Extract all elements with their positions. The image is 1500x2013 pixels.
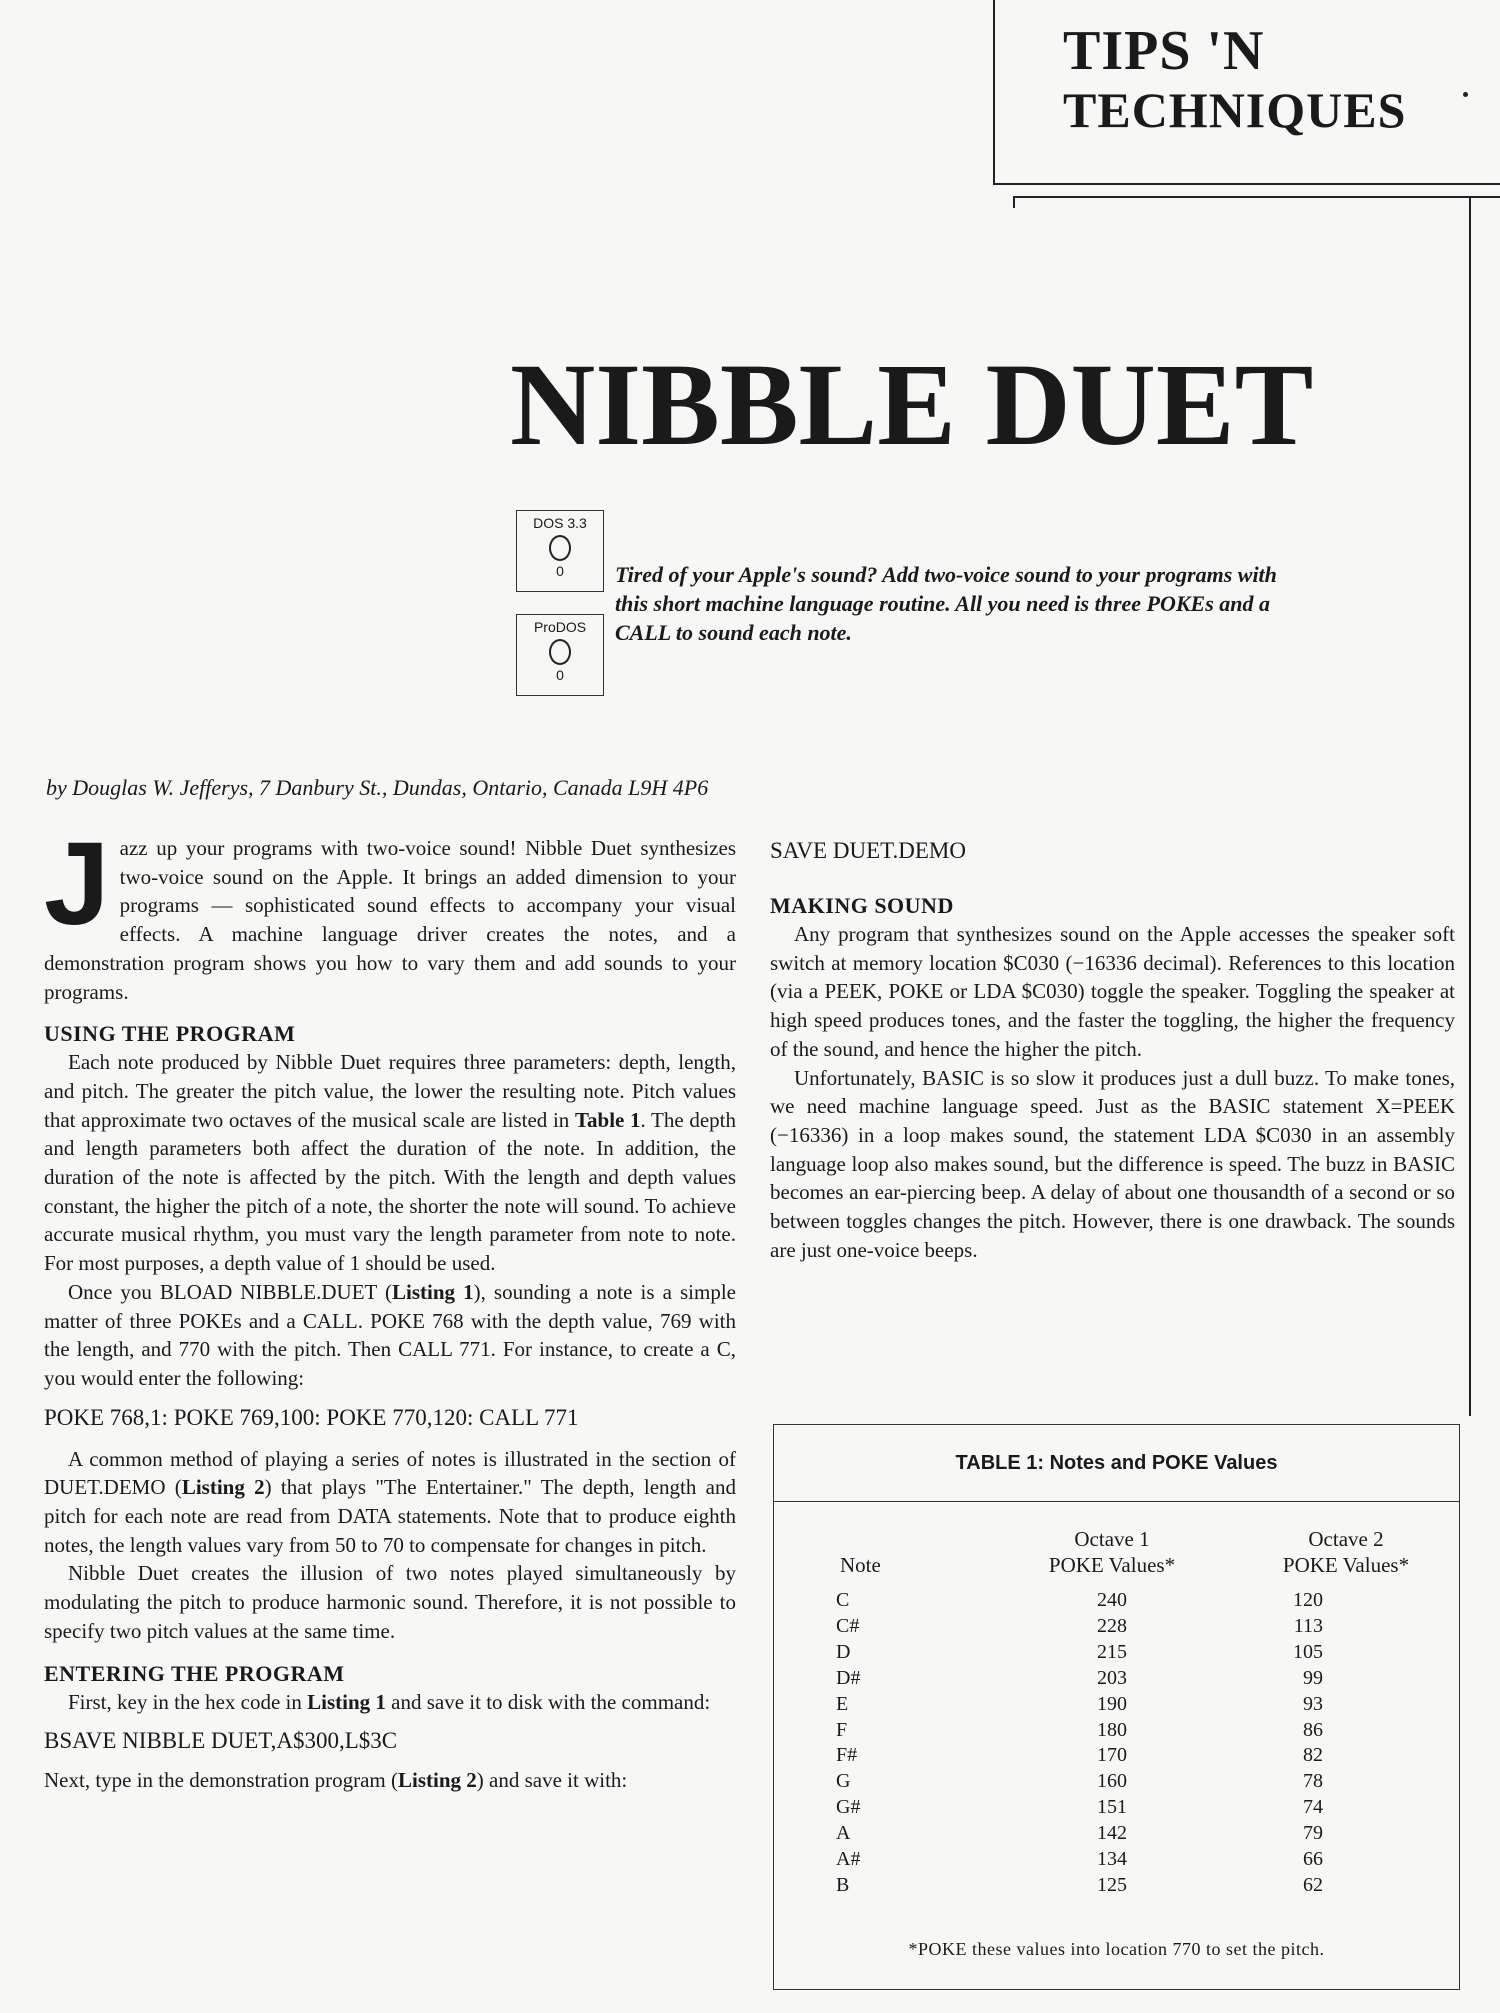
notes-table-box xyxy=(773,1424,1460,1990)
header-octave2-line2: POKE Values* xyxy=(1282,1553,1410,1577)
octave1-cell: 160 xyxy=(1097,1770,1127,1793)
section-title-line1: TIPS 'N xyxy=(1063,20,1265,82)
p3-text-a: A common method of playing a series of notes is illustrated in the section of DUET.DEMO ( xyxy=(44,1446,736,1500)
header-octave1 xyxy=(991,1525,1233,1588)
p5-text-b: and save it to disk with the command: xyxy=(385,1689,711,1714)
octave2-cell: 113 xyxy=(1293,1614,1323,1637)
octave2-cell: 82 xyxy=(1303,1744,1323,1767)
table-row xyxy=(774,1614,1459,1640)
table-title: TABLE 1: Notes and POKE Values xyxy=(774,1425,1459,1502)
octave2-cell: 66 xyxy=(1303,1848,1323,1871)
octave1-cell: 215 xyxy=(1097,1640,1127,1663)
table-row xyxy=(774,1847,1459,1873)
paragraph-basic-slow: Unfortunately, BASIC is so slow it produces just a dull buzz. To make tones, we need machine language speed. Just as the BASIC statement X=PEEK (−16336) in a loop makes sound, the statement LDA $C030 in an assembly language loop also makes sound, but the difference is speed. The buzz in BASIC becomes an ear-piercing beep. A delay of about one thousandth of a second or so between toggles changes the pitch. However, there is one drawback. The sounds are just one-voice beeps. xyxy=(770,1065,1455,1262)
table-row xyxy=(774,1821,1459,1847)
p2-text-a: Once you BLOAD NIBBLE.DUET ( xyxy=(68,1279,393,1304)
dos-badge xyxy=(516,510,604,592)
p6-text-b: ) and save it with: xyxy=(476,1768,628,1793)
prodos-badge-number: 0 xyxy=(556,667,564,683)
paragraph-speaker: Any program that synthesizes sound on the Apple accesses the speaker soft switch at memory location $C030 (−16336 decimal). References to this location (via a PEEK, POKE or LDA $C030) toggle the speaker. Toggling the speaker at high speed produces tones, and the faster the toggling, the higher the frequency of the sound, and hence the higher the pitch. xyxy=(770,922,1455,1061)
octave2-cell: 79 xyxy=(1303,1822,1323,1845)
table-footnote: *POKE these values into location 770 to set the pitch. xyxy=(908,1939,1325,1959)
listing2-ref-2: Listing 2 xyxy=(398,1768,477,1793)
prodos-circle-icon xyxy=(549,639,571,665)
note-cell: G# xyxy=(836,1796,861,1819)
header-octave2-line1: Octave 2 xyxy=(1308,1527,1384,1551)
octave2-cell: 99 xyxy=(1303,1666,1323,1689)
table-row xyxy=(774,1743,1459,1769)
header-octave1-line1: Octave 1 xyxy=(1074,1527,1150,1551)
octave1-cell: 240 xyxy=(1097,1589,1127,1611)
paragraph-parameters xyxy=(44,1048,736,1278)
note-cell: A xyxy=(836,1822,851,1845)
octave2-cell: 62 xyxy=(1303,1873,1323,1896)
note-cell: F# xyxy=(836,1744,858,1767)
command-save: SAVE DUET.DEMO xyxy=(770,838,966,863)
p2-text-b: ), sounding a note is a simple matter of three POKEs and a CALL. POKE 768 with the depth value, 769 with the length, and 770 with the pitch. Then CALL 771. For instance, to create a C, you would enter the following: xyxy=(44,1279,736,1390)
paragraph-bload xyxy=(44,1278,736,1393)
table-row xyxy=(774,1692,1459,1718)
note-cell: E xyxy=(836,1692,849,1715)
note-cell: D# xyxy=(836,1666,861,1689)
dos-badge-label: DOS 3.3 xyxy=(533,515,587,531)
p6-text-a: Next, type in the demonstration program ( xyxy=(44,1768,398,1793)
table-ref: Table 1 xyxy=(574,1107,641,1132)
command-bsave: BSAVE NIBBLE DUET,A$300,L$3C xyxy=(44,1728,398,1754)
listing2-ref: Listing 2 xyxy=(181,1475,265,1500)
decorative-dot xyxy=(1463,92,1468,97)
right-column xyxy=(770,836,1455,1264)
table-body xyxy=(774,1588,1459,1899)
header-rule xyxy=(1013,196,1500,208)
table-row xyxy=(774,1588,1459,1614)
prodos-badge-label: ProDOS xyxy=(533,619,587,635)
listing1-ref-2: Listing 1 xyxy=(307,1689,386,1714)
paragraph-hex xyxy=(44,1688,736,1717)
note-cell: C xyxy=(836,1589,850,1611)
octave1-cell: 228 xyxy=(1097,1614,1127,1637)
dos-circle-icon xyxy=(549,535,571,561)
table-row xyxy=(774,1873,1459,1899)
intro-text: azz up your programs with two-voice sound! Nibble Duet synthesizes two-voice sound on the Apple. It brings an added dimension to your programs — sophisticated sound effects to accompany your visual effects. A machine language driver creates the notes, and a demonstration program shows you how to vary them and add sounds to your programs. xyxy=(44,836,736,1004)
note-cell: F xyxy=(836,1718,848,1741)
header-octave2 xyxy=(1233,1525,1459,1588)
octave1-cell: 142 xyxy=(1097,1822,1127,1845)
note-cell: C# xyxy=(836,1614,860,1637)
note-cell: A# xyxy=(836,1848,861,1871)
octave1-cell: 151 xyxy=(1097,1796,1127,1819)
left-column xyxy=(44,818,736,1795)
octave1-cell: 125 xyxy=(1097,1873,1127,1896)
article-title: NIBBLE DUET xyxy=(510,339,1314,470)
heading-using-program: USING THE PROGRAM xyxy=(44,1021,296,1047)
header-note: Note xyxy=(840,1553,881,1577)
command-poke: POKE 768,1: POKE 769,100: POKE 770,120: CALL 771 xyxy=(44,1404,579,1430)
intro-paragraph xyxy=(44,818,736,1006)
octave2-cell: 93 xyxy=(1303,1692,1323,1715)
octave2-cell: 120 xyxy=(1293,1589,1323,1611)
table-row xyxy=(774,1666,1459,1692)
table-row xyxy=(774,1718,1459,1744)
section-title xyxy=(1063,22,1406,139)
right-margin-rule xyxy=(1469,196,1471,1416)
heading-making-sound: MAKING SOUND xyxy=(770,893,954,918)
octave2-cell: 74 xyxy=(1303,1796,1323,1819)
octave1-cell: 190 xyxy=(1097,1692,1127,1715)
listing1-ref: Listing 1 xyxy=(392,1279,474,1304)
paragraph-demo xyxy=(44,1766,736,1795)
p3-text-b: ) that plays "The Entertainer." The depth, length and pitch for each note are read from DATA statements. Note that to produce eighth notes, the length values vary from 50 to 70 to compensate for changes in pitch. xyxy=(44,1475,736,1557)
p1-text-a: Each note produced by Nibble Duet requires three parameters: depth, length, and pitch. The greater the pitch value, the lower the resulting note. Pitch values that approximate two octaves of the musical scale are listed in xyxy=(44,1050,736,1132)
heading-entering-program: ENTERING THE PROGRAM xyxy=(44,1660,345,1686)
note-cell: G xyxy=(836,1770,851,1793)
octave1-cell: 134 xyxy=(1097,1848,1127,1871)
note-cell: D xyxy=(836,1640,851,1663)
p5-text-a: First, key in the hex code in xyxy=(68,1689,308,1714)
octave1-cell: 180 xyxy=(1097,1718,1127,1741)
octave2-cell: 78 xyxy=(1303,1770,1323,1793)
notes-table xyxy=(774,1525,1459,1899)
octave1-cell: 170 xyxy=(1097,1744,1127,1767)
note-cell: B xyxy=(836,1873,850,1896)
article-byline: by Douglas W. Jefferys, 7 Danbury St., Dundas, Ontario, Canada L9H 4P6 xyxy=(46,775,709,800)
drop-cap: J xyxy=(44,818,110,950)
p1-text-b: . The depth and length parameters both affect the duration of the note. In addition, the duration of the note is affected by the pitch. With the length and depth values constant, the higher the pitch of a note, the shorter the note will sound. To achieve accurate musical rhythm, you must vary the length parameter from note to note. For most purposes, a depth value of 1 should be used. xyxy=(44,1107,736,1276)
dos-badge-number: 0 xyxy=(556,563,564,579)
section-title-line2: TECHNIQUES xyxy=(1063,82,1407,138)
table-header-row xyxy=(774,1525,1459,1588)
header-octave1-line2: POKE Values* xyxy=(1048,1553,1176,1577)
table-row xyxy=(774,1640,1459,1666)
paragraph-series xyxy=(44,1445,736,1560)
octave2-cell: 105 xyxy=(1293,1640,1323,1663)
octave2-cell: 86 xyxy=(1303,1718,1323,1741)
paragraph-illusion: Nibble Duet creates the illusion of two notes played simultaneously by modulating the pitch to produce harmonic sound. Therefore, it is not possible to specify two pitch values at the same time. xyxy=(44,1561,736,1643)
table-row xyxy=(774,1769,1459,1795)
table-row xyxy=(774,1795,1459,1821)
octave1-cell: 203 xyxy=(1097,1666,1127,1689)
prodos-badge xyxy=(516,614,604,696)
article-subtitle: Tired of your Apple's sound? Add two-voice sound to your programs with this short machine language routine. All you need is three POKEs and a CALL to sound each note. xyxy=(615,562,1277,645)
